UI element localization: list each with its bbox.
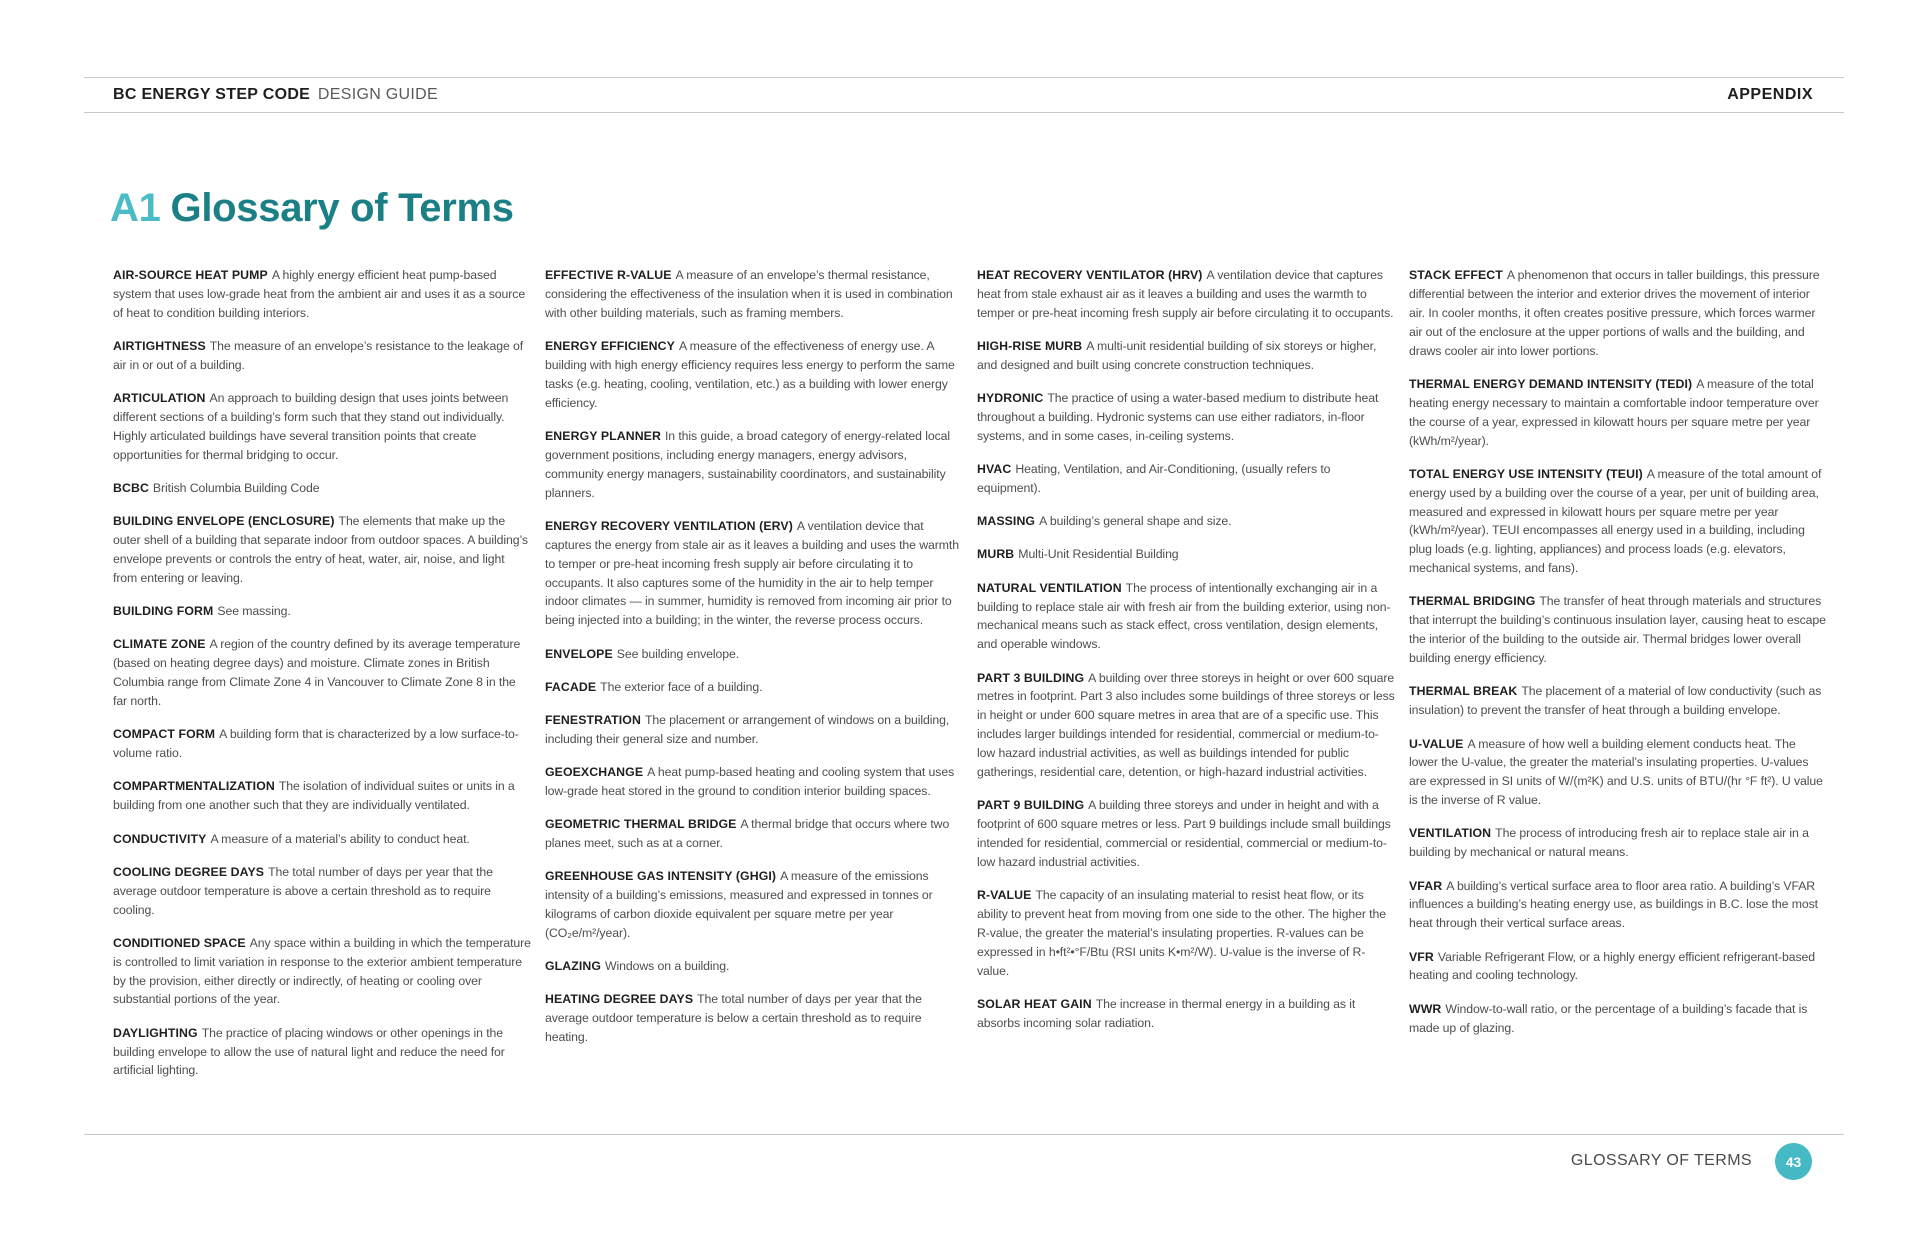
glossary-definition: The placement or arrangement of windows on a building, including their general size and number. (545, 713, 950, 746)
glossary-entry (113, 389, 531, 465)
glossary-definition: The total number of days per year that the average outdoor temperature is above a certain threshold as to require cooling. (113, 864, 493, 917)
glossary-definition: A phenomenon that occurs in taller buildings, this pressure differential between the interior and exterior drives the movement of interior air. In cooler months, it often creates positive pressure, which forces warmer air out of the enclosure at the upper portions of walls and the building, and draws cooler air into lower portions. (1409, 268, 1820, 358)
glossary-definition: A building’s general shape and size. (1039, 514, 1232, 529)
glossary-term: HYDRONIC (977, 391, 1044, 406)
glossary-definition: The process of introducing fresh air to replace stale air in a building by mechanical or natural means. (1409, 826, 1809, 860)
glossary-column-4 (1409, 266, 1827, 1052)
glossary-definition: The exterior face of a building. (600, 679, 763, 694)
glossary-definition: The placement of a material of low conductivity (such as insulation) to prevent the transfer of heat through a building envelope. (1409, 684, 1822, 718)
glossary-term: SOLAR HEAT GAIN (977, 997, 1092, 1012)
glossary-entry (1409, 735, 1827, 811)
page-header (113, 86, 1813, 104)
glossary-term: CLIMATE ZONE (113, 637, 206, 652)
header-top-rule (84, 77, 1844, 78)
glossary-entry (1409, 682, 1827, 720)
glossary-definition: The elements that make up the outer shell of a building that separate indoor from outdoor spaces. A building’s envelope prevents or controls the entry of heat, water, air, noise, and light from entering or leaving. (113, 514, 528, 585)
glossary-definition: A measure of a material’s ability to conduct heat. (210, 831, 470, 846)
glossary-term: GLAZING (545, 959, 602, 974)
glossary-term: STACK EFFECT (1409, 268, 1503, 282)
glossary-entry (545, 427, 963, 503)
glossary-definition: A building three storeys and under in height and with a footprint of 600 square metres or less. Part 9 buildings include small buildings intended for residential, commercial or residential, commercial or medium-to-low hazard industrial activities. (977, 798, 1391, 870)
glossary-term: FENESTRATION (545, 713, 641, 727)
glossary-column-2 (545, 266, 963, 1061)
glossary-entry (113, 266, 531, 323)
glossary-entry (1409, 465, 1827, 578)
glossary-definition: The transfer of heat through materials and structures that interrupt the building’s continuous insulation layer, causing heat to escape the interior of the building to the outside air. Thermal bridges lower overall building energy efficiency. (1409, 594, 1826, 666)
glossary-definition: The total number of days per year that the average outdoor temperature is below a certain threshold as to require heating. (545, 992, 922, 1045)
glossary-entry (113, 830, 531, 849)
glossary-term: BUILDING ENVELOPE (ENCLOSURE) (113, 514, 335, 529)
glossary-entry (977, 545, 1395, 564)
glossary-entry (545, 645, 963, 664)
glossary-definition: The practice of placing windows or other openings in the building envelope to allow the use of natural light and reduce the need for artificial lighting. (113, 1025, 505, 1078)
header-bottom-rule (84, 112, 1844, 113)
glossary-definition: British Columbia Building Code (152, 481, 320, 496)
glossary-definition: A region of the country defined by its average temperature (based on heating degree days) and moisture. Climate zones in British Columbia range from Climate Zone 4 in Vancouver to Climate Zone 8 in the far north. (113, 637, 521, 709)
glossary-definition: Multi-Unit Residential Building (1018, 547, 1179, 562)
glossary-definition: A measure of the total heating energy necessary to maintain a comfortable indoor temperature over the course of a year, expressed in kilowatt hours per square metre per year (kWh/m²/year). (1409, 376, 1819, 448)
glossary-definition: See building envelope. (616, 646, 740, 661)
glossary-entry (1409, 266, 1827, 361)
glossary-term: HIGH-RISE MURB (977, 339, 1083, 354)
glossary-definition: Heating, Ventilation, and Air-Conditioning, (usually refers to equipment). (977, 462, 1331, 496)
glossary-term: GEOMETRIC THERMAL BRIDGE (545, 817, 737, 832)
glossary-term: GREENHOUSE GAS INTENSITY (GHGI) (545, 869, 777, 884)
glossary-term: U-VALUE (1409, 736, 1464, 751)
glossary-entry (113, 479, 531, 498)
glossary-entry (545, 711, 963, 749)
glossary-term: COMPACT FORM (113, 727, 216, 742)
glossary-definition: A multi-unit residential building of six storeys or higher, and designed and built using concrete construction techniques. (977, 339, 1377, 372)
glossary-entry (1409, 592, 1827, 668)
glossary-term: THERMAL BRIDGING (1409, 594, 1536, 609)
glossary-definition: A measure of the emissions intensity of a building’s emissions, measured and expressed in tonnes or kilograms of carbon dioxide equivalent per square metre per year (CO₂e/m²/year). (545, 869, 933, 941)
glossary-entry (977, 460, 1395, 498)
glossary-definition: In this guide, a broad category of energy-related local government positions, including energy managers, energy advisors, community energy managers, sustainability coordinators, and sustainability planners. (545, 428, 950, 500)
glossary-entry (113, 602, 531, 621)
glossary-term: BUILDING FORM (113, 604, 214, 619)
glossary-entry (545, 337, 963, 413)
glossary-definition: The increase in thermal energy in a building as it absorbs incoming solar radiation. (977, 997, 1356, 1030)
footer-section-label: GLOSSARY OF TERMS (1570, 1152, 1752, 1169)
glossary-entry (977, 389, 1395, 446)
glossary-term: ARTICULATION (113, 391, 206, 406)
glossary-definition: A measure of the total amount of energy used by a building over the course of a year, per unit of building area, measured and expressed in kilowatt hours per square metre per year (kWh/m²/year). TEUI encompasses all energy used in a building, including plug loads (e.g. lighting, appliances) and process loads (e.g. elevators, mechanical systems, and fans). (1409, 466, 1822, 576)
glossary-entry (545, 517, 963, 630)
glossary-term: DAYLIGHTING (113, 1025, 198, 1040)
glossary-entry (545, 266, 963, 323)
glossary-entry (977, 579, 1395, 655)
glossary-definition: The measure of an envelope’s resistance to the leakage of air in or out of a building. (113, 339, 524, 372)
glossary-definition: A highly energy efficient heat pump-based system that uses low-grade heat from the ambient air and uses it as a source of heat to condition building interiors. (113, 268, 526, 320)
glossary-entry (113, 934, 531, 1010)
glossary-definition: A building over three storeys in height or over 600 square metres in footprint. Part 3 also includes some buildings of three storeys or less in height or under 600 square metres in area that are of a specific use. This includes larger buildings intended for residential, commercial or medium-to-low hazard industrial activities, as well as buildings intended for public gatherings, residential care, detention, or high-hazard industrial activities. (977, 670, 1395, 780)
glossary-term: BCBC (113, 481, 149, 496)
glossary-definition: An approach to building design that uses joints between different sections of a building’s form such that they stand out individually. Highly articulated buildings have several transition points that create opportunities for thermal bridging to occur. (113, 391, 509, 462)
glossary-term: MASSING (977, 514, 1036, 529)
glossary-entry (545, 957, 963, 976)
glossary-term: COOLING DEGREE DAYS (113, 864, 265, 879)
glossary-term: AIR-SOURCE HEAT PUMP (113, 268, 268, 282)
glossary-term: HVAC (977, 462, 1012, 477)
glossary-term: VFAR (1409, 878, 1443, 893)
glossary-term: GEOEXCHANGE (545, 765, 644, 780)
glossary-definition: See massing. (217, 604, 291, 619)
glossary-entry (977, 886, 1395, 981)
glossary-entry (1409, 1000, 1827, 1038)
glossary-definition: The capacity of an insulating material to resist heat flow, or its ability to prevent heat from moving from one side to the other. The higher the R-value, the greater the material’s insulating properties. R-values can be expressed in h•ft²•°F/Btu (RSI units K•m²/W). U-value is the inverse of R-value. (977, 888, 1386, 978)
glossary-term: THERMAL BREAK (1409, 684, 1518, 699)
footer-rule (84, 1134, 1844, 1135)
glossary-entry (977, 796, 1395, 872)
page-title-number: A1 (110, 186, 161, 230)
glossary-definition: A building’s vertical surface area to floor area ratio. A building’s VFAR influences a building’s heating energy use, as buildings in B.C. lose the most heat through their vertical surface areas. (1409, 878, 1818, 931)
glossary-column-1 (113, 266, 531, 1095)
glossary-entry (545, 763, 963, 801)
glossary-definition: The process of intentionally exchanging air in a building to replace stale air with fresh air from the building exterior, using non-mechanical means such as stack effect, cross ventilation, design elements, and operable windows. (977, 580, 1391, 652)
glossary-term: TOTAL ENERGY USE INTENSITY (TEUI) (1409, 466, 1643, 481)
glossary-column-3 (977, 266, 1395, 1047)
glossary-definition: A ventilation device that captures the energy from stale air as it leaves a building and uses the warmth to temper or pre-heat incoming fresh supply air before circulating it to occupants. It also captures some of the humidity in the air to help temper indoor climates — in summer, humidity is removed from incoming air prior to being injected into a building; in the winter, the reverse process occurs. (545, 518, 959, 628)
glossary-term: COMPARTMENTALIZATION (113, 779, 275, 794)
glossary-entry (977, 266, 1395, 323)
glossary-entry (977, 512, 1395, 531)
page-number-badge: 43 (1775, 1143, 1812, 1180)
glossary-term: EFFECTIVE R-VALUE (545, 268, 672, 282)
glossary-term: PART 3 BUILDING (977, 670, 1085, 685)
glossary-definition: A heat pump-based heating and cooling system that uses low-grade heat stored in the ground to condition interior building spaces. (545, 765, 955, 799)
glossary-definition: Variable Refrigerant Flow, or a highly energy efficient refrigerant-based heating and cooling technology. (1409, 949, 1815, 983)
glossary-entry (545, 867, 963, 943)
glossary-entry (977, 337, 1395, 375)
glossary-term: ENERGY EFFICIENCY (545, 339, 675, 354)
page-title (110, 186, 514, 231)
glossary-term: HEAT RECOVERY VENTILATOR (HRV) (977, 268, 1203, 282)
glossary-term: ENVELOPE (545, 646, 613, 661)
document-title: BC ENERGY STEP CODE (113, 86, 311, 103)
glossary-definition: A measure of an envelope’s thermal resistance, considering the effectiveness of the insulation when it is used in combination with other building materials, such as framing members. (545, 268, 953, 320)
glossary-entry (977, 995, 1395, 1033)
glossary-term: ENERGY PLANNER (545, 428, 661, 443)
glossary-definition: The isolation of individual suites or units in a building from one another such that they are individually ventilated. (113, 779, 515, 813)
glossary-entry (113, 725, 531, 763)
glossary-entry (1409, 948, 1827, 986)
glossary-term: WWR (1409, 1001, 1442, 1016)
glossary-definition: A thermal bridge that occurs where two planes meet, such as at a corner. (545, 817, 950, 851)
glossary-term: AIRTIGHTNESS (113, 339, 206, 354)
glossary-entry (113, 1024, 531, 1081)
glossary-entry (113, 635, 531, 711)
glossary-term: NATURAL VENTILATION (977, 580, 1122, 595)
glossary-term: THERMAL ENERGY DEMAND INTENSITY (TEDI) (1409, 376, 1693, 391)
glossary-definition: Windows on a building. (605, 959, 730, 974)
glossary-entry (977, 669, 1395, 782)
glossary-term: VFR (1409, 949, 1434, 964)
document-subtitle: DESIGN GUIDE (317, 86, 438, 103)
glossary-definition: The practice of using a water-based medium to distribute heat throughout a building. Hydronic systems can use either radiators, in-floor systems, and in some cases, in-ceiling systems. (977, 391, 1379, 443)
glossary-entry (113, 777, 531, 815)
glossary-term: R-VALUE (977, 888, 1032, 903)
glossary-term: PART 9 BUILDING (977, 798, 1085, 813)
glossary-entry (113, 512, 531, 588)
glossary-entry (113, 337, 531, 375)
section-label: APPENDIX (1727, 86, 1813, 103)
glossary-entry (545, 815, 963, 853)
glossary-entry (545, 678, 963, 697)
glossary-definition: Window-to-wall ratio, or the percentage of a building’s facade that is made up of glazing. (1409, 1001, 1808, 1035)
glossary-term: FACADE (545, 679, 597, 694)
glossary-entry (113, 863, 531, 920)
glossary-definition: Any space within a building in which the temperature is controlled to limit variation in response to the exterior ambient temperature by the provision, either directly or indirectly, of heating or cooling over substantial portions of the year. (113, 935, 531, 1007)
glossary-definition: A measure of how well a building element conducts heat. The lower the U-value, the greater the material’s insulating properties. U-values are expressed in SI units of W/(m²K) and U.S. units of BTU/(hr °F ft²). U value is the inverse of R value. (1409, 736, 1823, 808)
page-title-text: Glossary of Terms (170, 186, 514, 230)
glossary-definition: A building form that is characterized by a low surface-to-volume ratio. (113, 727, 519, 761)
glossary-term: VENTILATION (1409, 826, 1492, 841)
glossary-term: CONDITIONED SPACE (113, 935, 246, 950)
glossary-term: HEATING DEGREE DAYS (545, 992, 694, 1007)
glossary-term: MURB (977, 547, 1015, 562)
glossary-entry (1409, 375, 1827, 451)
glossary-term: CONDUCTIVITY (113, 831, 207, 846)
glossary-entry (1409, 877, 1827, 934)
glossary-term: ENERGY RECOVERY VENTILATION (ERV) (545, 518, 793, 533)
glossary-definition: A measure of the effectiveness of energy use. A building with high energy efficiency requires less energy to perform the same tasks (e.g. heating, cooling, ventilation, etc.) as a building with lower energy efficiency. (545, 339, 955, 410)
glossary-definition: A ventilation device that captures heat from stale exhaust air as it leaves a building and uses the warmth to temper or pre-heat incoming fresh supply air before circulating it to occupants. (977, 268, 1394, 320)
glossary-entry (1409, 824, 1827, 862)
glossary-entry (545, 990, 963, 1047)
